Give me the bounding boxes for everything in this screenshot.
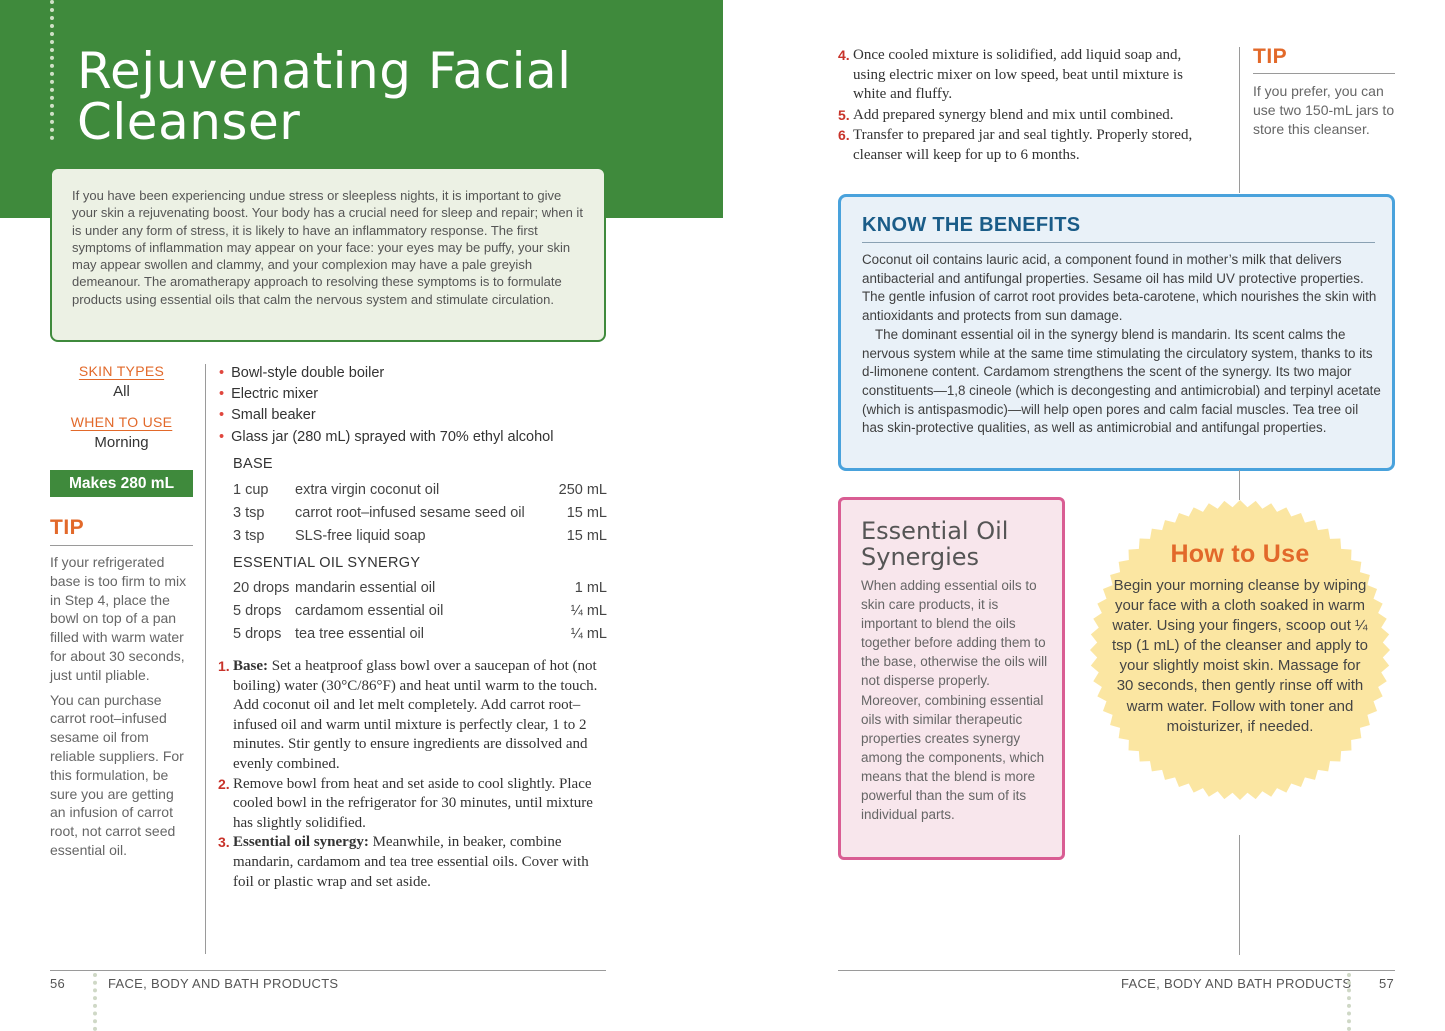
benefits-body	[862, 251, 1382, 438]
step-text: Add prepared synergy blend and mix until combined.	[853, 106, 1174, 123]
intro-box	[50, 167, 606, 342]
ingredient-qty: 3 tsp	[233, 527, 265, 544]
ingredient-row	[233, 576, 607, 599]
essential-oil-synergies-box	[838, 497, 1065, 860]
equipment-item: • Bowl-style double boiler	[219, 363, 609, 384]
equipment-item: • Small beaker	[219, 405, 609, 426]
ingredient-amount: 250 mL	[558, 481, 607, 498]
footer-rule	[838, 970, 1395, 971]
ingredient-row	[233, 478, 607, 501]
recipe-meta	[50, 363, 193, 451]
ingredient-name: carrot root–infused sesame seed oil	[295, 504, 525, 521]
ingredient-amount: ¼ mL	[570, 625, 607, 642]
ingredient-row	[233, 599, 607, 622]
step-text: Remove bowl from heat and set aside to cool slightly. Place cooled bowl in the refrigerator for 30 minutes, until mixture has slightly solidified.	[233, 775, 593, 831]
ingredient-row	[233, 501, 607, 524]
when-to-use-label: WHEN TO USE	[70, 414, 173, 430]
method-step	[838, 46, 1213, 105]
skin-types-label: SKIN TYPES	[78, 363, 165, 379]
running-footer: FACE, BODY AND BATH PRODUCTS	[1121, 976, 1352, 991]
recipe-title: Rejuvenating Facial Cleanser	[77, 42, 572, 151]
step-number: 5.	[838, 106, 850, 123]
benefits-heading: KNOW THE BENEFITS	[862, 214, 1081, 236]
ingredient-amount: 15 mL	[566, 527, 607, 544]
method-step	[838, 126, 1213, 165]
skin-types-value: All	[113, 383, 130, 400]
tip-body	[50, 553, 192, 860]
step-number: 4.	[838, 47, 850, 63]
step-label: Essential oil synergy:	[233, 834, 369, 851]
running-footer: FACE, BODY AND BATH PRODUCTS	[108, 976, 339, 991]
method-step	[838, 106, 1213, 126]
tip-paragraph: If your refrigerated base is too firm to mix in Step 4, place the bowl on top of a pan filled with warm water for about 30 seconds, just until pliable.	[50, 554, 187, 683]
step-text: Transfer to prepared jar and seal tightly. Properly stored, cleanser will keep for up to 6 months.	[853, 127, 1193, 163]
ingredient-row	[233, 622, 607, 645]
tip-divider	[1253, 73, 1395, 74]
tip-divider	[50, 545, 193, 546]
step-number: 6.	[838, 127, 850, 144]
ingredient-name: extra virgin coconut oil	[295, 481, 440, 498]
ingredient-name: cardamom essential oil	[295, 602, 444, 619]
how-to-use-heading: How to Use	[1170, 540, 1310, 568]
base-ingredients	[233, 456, 607, 547]
equipment-list	[219, 363, 609, 448]
synergy-heading: ESSENTIAL OIL SYNERGY	[233, 555, 421, 571]
column-divider	[1239, 47, 1240, 193]
decorative-dots	[93, 973, 97, 1031]
column-divider	[1239, 470, 1240, 500]
step-text: Meanwhile, in beaker, combine mandarin, cardamom and tea tree essential oils. Cover with foil or plastic wrap and set aside.	[233, 834, 589, 890]
decorative-dots	[50, 0, 56, 140]
synergy-ingredients	[233, 555, 607, 645]
method-steps-right	[838, 46, 1213, 166]
step-text: Set a heatproof glass bowl over a saucepan of hot (not boiling) water (30°C/86°F) and heat until warm to the touch. Add coconut oil and let melt completely. Add carrot root–infused oil and warm until mixture is perfectly clear, 1 to 2 minutes. Stir gently to ensure ingredients are dissolved and evenly combined.	[233, 658, 598, 772]
base-heading: BASE	[233, 456, 273, 472]
benefits-box	[838, 194, 1395, 471]
benefits-paragraph: The dominant essential oil in the synergy blend is mandarin. Its scent calms the nervous system while at the same time stimulating the circulatory system, thanks to its d-limonene content. Cardamom strengthens the scent of the synergy. Its two major constituents—1,8 cineole (which is decongesting and antimicrobial) and terpinyl acetate (which is antispasmodic)—will help open pores and calm facial muscles. Tea tree oil has skin-protective qualities, as well as antimicrobial and antifungal properties.	[862, 326, 1381, 436]
step-number: 1.	[218, 658, 230, 674]
intro-text: If you have been experiencing undue stress or sleepless nights, it is important to give your skin a rejuvenating boost. Your body has a crucial need for sleep and repair; when it is under any form of stress, it is likely to have an inflammatory response. The first symptoms of inflammation may appear on your face: your eyes may be puffy, your skin may appear swollen and clammy, and your complexion may have a pale greyish demeanour. The aromatherapy approach to resolving these symptoms is to formulate products using essential oils that calm the nervous system and stimulate circulation.	[72, 188, 583, 307]
ingredient-qty: 5 drops	[233, 625, 282, 642]
step-number: 3.	[218, 834, 230, 851]
ingredient-qty: 1 cup	[233, 481, 269, 498]
footer-rule	[50, 970, 606, 971]
how-to-use-body: Begin your morning cleanse by wiping your face with a cloth soaked in warm water. Using your fingers, scoop out ¼ tsp (1 mL) of the cleanser and apply to your slightly moist skin. Massage for 30 seconds, then gently rinse off with warm water. Follow with toner and moisturizer, if needed.	[1112, 577, 1368, 735]
ingredient-name: mandarin essential oil	[295, 579, 436, 596]
ingredient-qty: 3 tsp	[233, 504, 265, 521]
page-number: 57	[1379, 976, 1395, 991]
method-steps-left	[218, 657, 608, 892]
ingredient-amount: ¼ mL	[570, 602, 607, 619]
benefits-paragraph: Coconut oil contains lauric acid, a component found in mother’s milk that delivers antibacterial and antifungal properties. Sesame oil has mild UV protective properties. The gentle infusion of carrot root provides beta-carotene, which nourishes the skin with antioxidants and protects from sun damage.	[862, 252, 1377, 324]
equipment-item: • Electric mixer	[219, 384, 609, 405]
tip-paragraph: You can purchase carrot root–infused sesame oil from reliable suppliers. For this formulation, be sure you are getting an infusion of carrot root, not carrot seed essential oil.	[50, 691, 184, 858]
page-number: 56	[50, 976, 66, 991]
method-step	[218, 833, 608, 892]
synergies-body: When adding essential oils to skin care products, it is important to blend the oils together before adding them to the base, otherwise the oils will not disperse properly. Moreover, combining essential oils with similar therapeutic properties creates synergy among the components, which means that the blend is more powerful than the sum of its individual parts.	[861, 578, 1048, 823]
synergies-heading: Essential Oil Synergies	[861, 517, 1009, 571]
benefits-divider	[862, 242, 1375, 243]
step-label: Base:	[233, 658, 268, 674]
ingredient-name: tea tree essential oil	[295, 625, 424, 642]
tip-heading: TIP	[50, 516, 85, 539]
column-divider	[205, 364, 206, 954]
method-step	[218, 657, 608, 775]
tip-heading: TIP	[1253, 45, 1288, 68]
ingredient-name: SLS-free liquid soap	[295, 527, 426, 544]
ingredient-qty: 5 drops	[233, 602, 282, 619]
ingredient-qty: 20 drops	[233, 579, 290, 596]
column-divider	[1239, 835, 1240, 955]
step-number: 2.	[218, 775, 230, 792]
when-to-use-value: Morning	[94, 434, 149, 451]
ingredient-amount: 1 mL	[574, 579, 607, 596]
method-step	[218, 775, 608, 834]
decorative-dots	[1347, 973, 1351, 1031]
equipment-item: • Glass jar (280 mL) sprayed with 70% ethyl alcohol	[219, 427, 609, 448]
ingredient-row	[233, 524, 607, 547]
ingredient-amount: 15 mL	[566, 504, 607, 521]
step-text: Once cooled mixture is solidified, add liquid soap and, using electric mixer on low speed, beat until mixture is white and fluffy.	[853, 47, 1183, 103]
yield-badge: Makes 280 mL	[50, 470, 193, 497]
tip-body: If you prefer, you can use two 150-mL jars to store this cleanser.	[1253, 83, 1395, 137]
